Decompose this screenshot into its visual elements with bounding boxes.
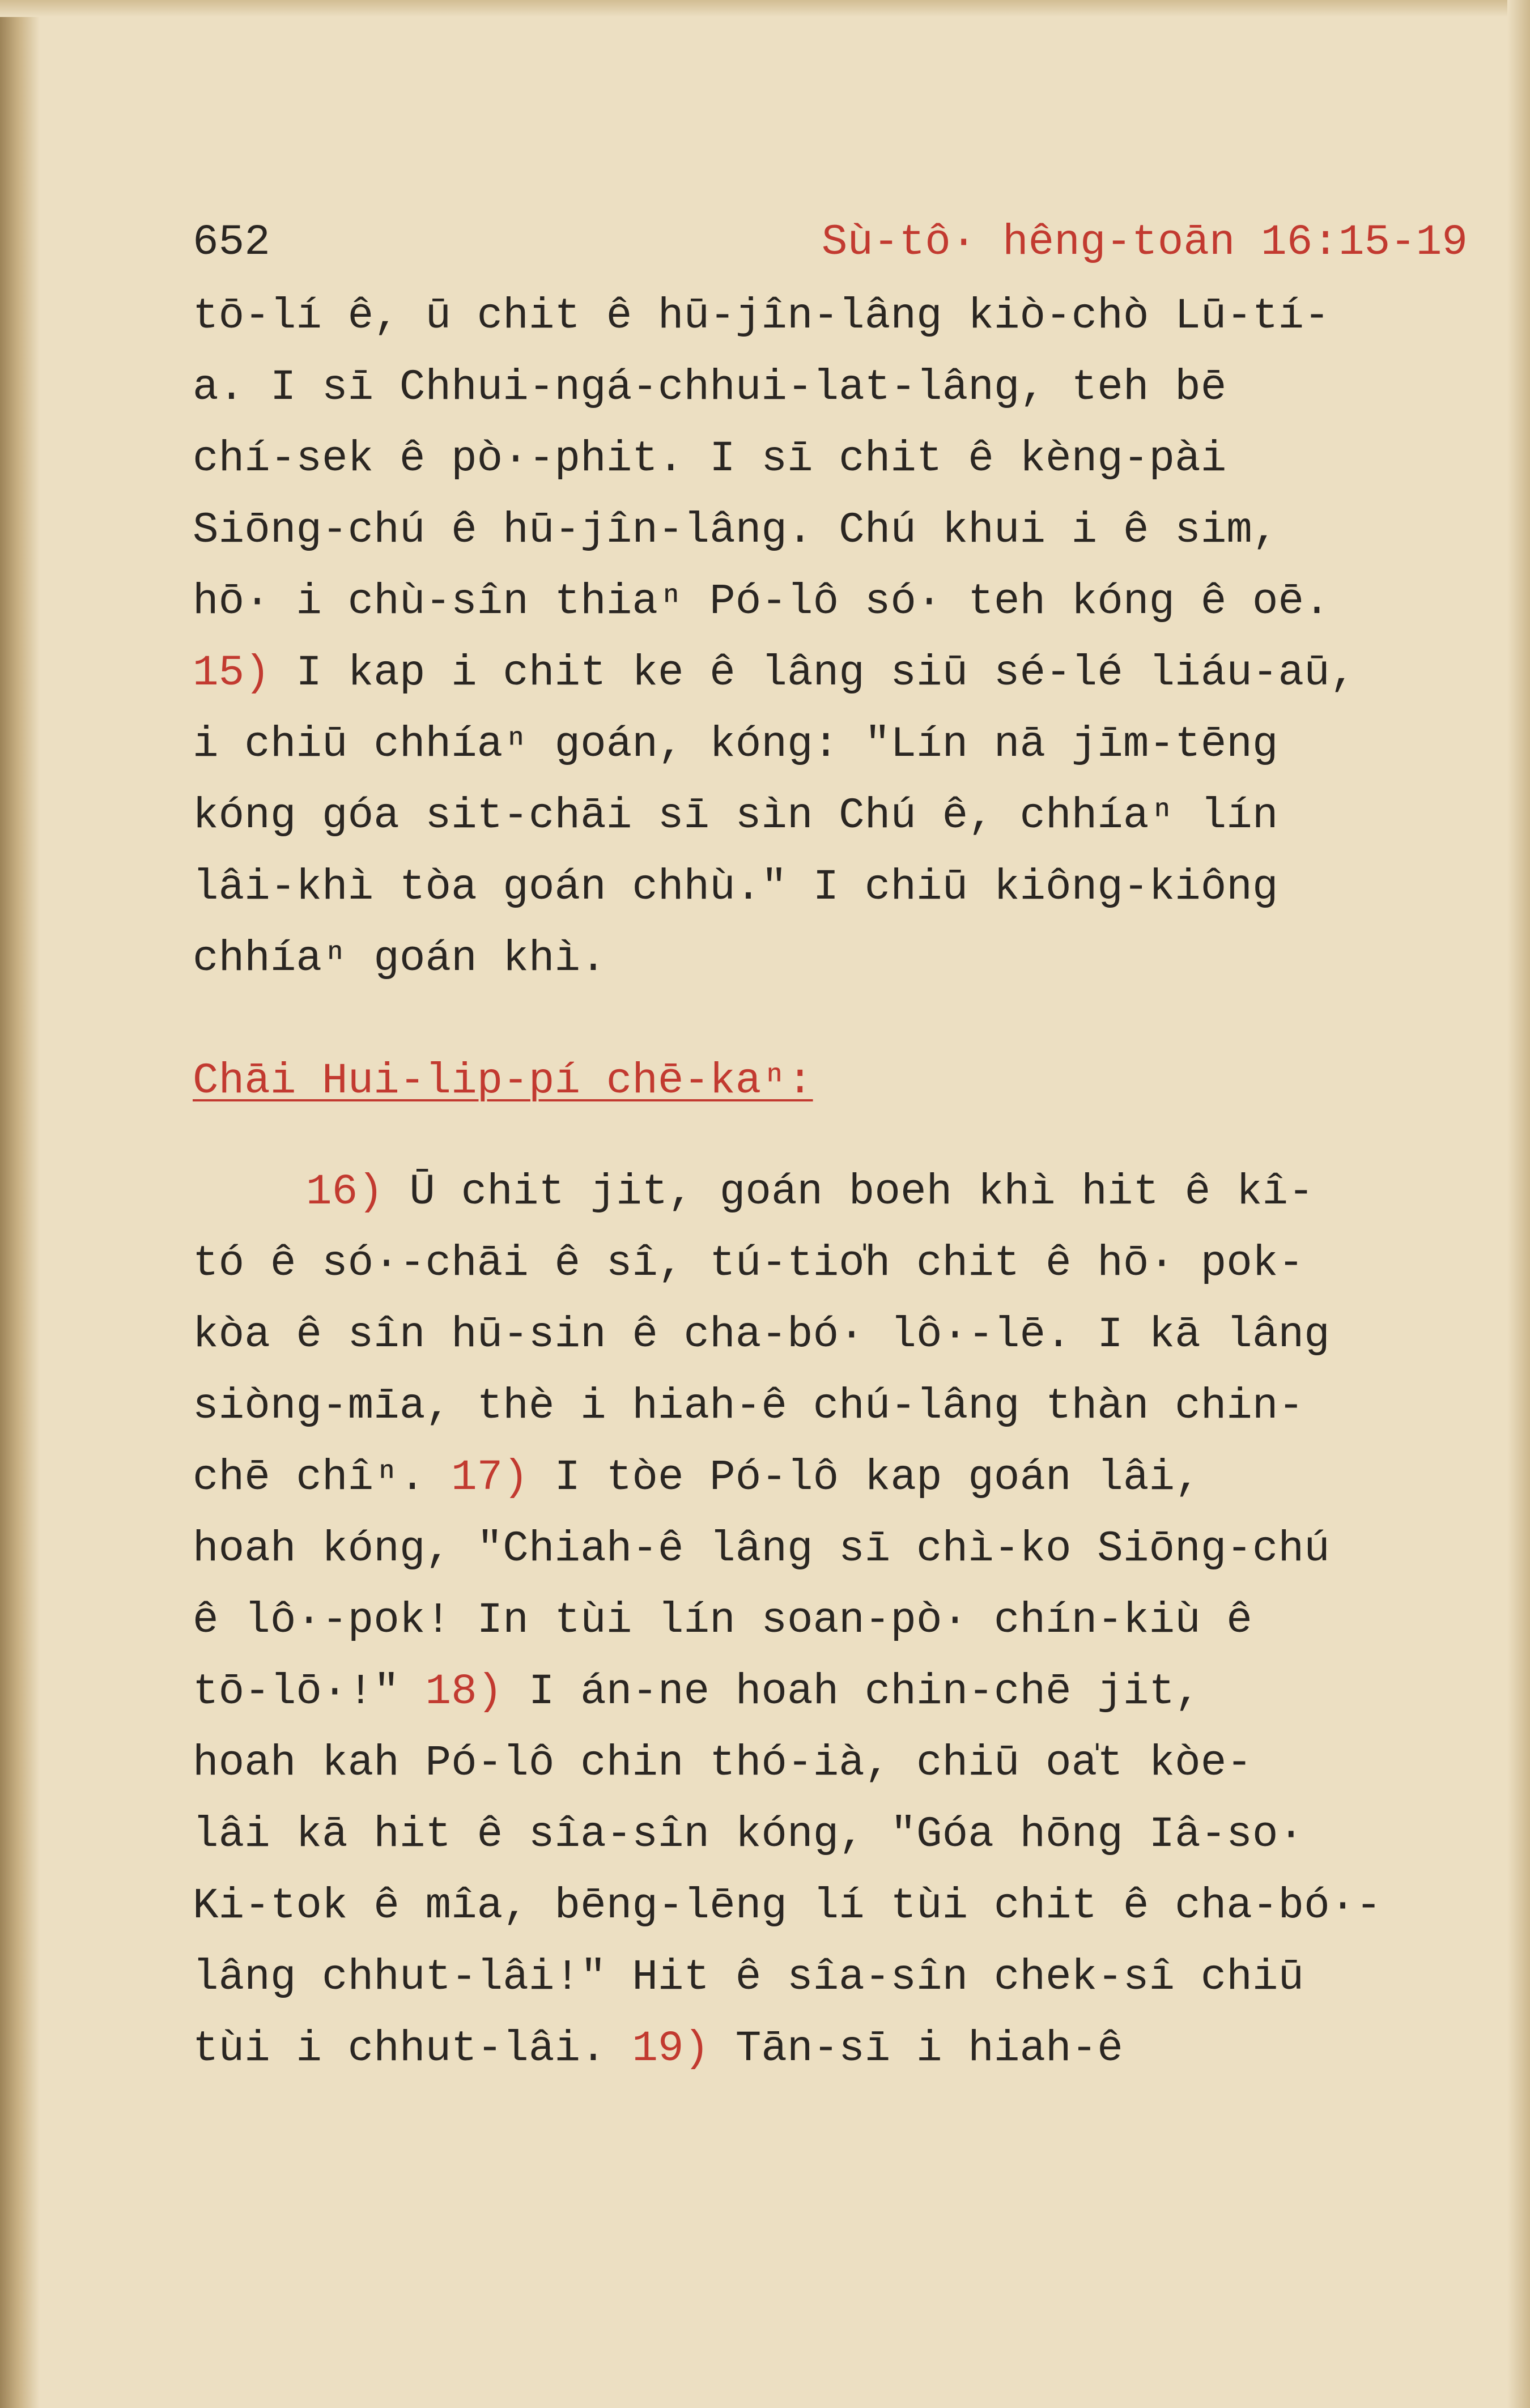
text-line: hoah kah Pó-lô chin thó-ià, chiū oa̍t kòe- xyxy=(193,1739,1252,1788)
text-line: hoah kóng, "Chiah-ê lâng sī chì-ko Siōng-chú xyxy=(193,1525,1330,1573)
text-line: lâi-khì tòa goán chhù." I chiū kiông-kiông xyxy=(193,863,1278,912)
text-line: a. I sī Chhui-ngá-chhui-lat-lâng, teh bē xyxy=(193,363,1227,412)
text-line: chí-sek ê pò·-phit. I sī chit ê kèng-pài xyxy=(193,435,1227,483)
verse-text: I án-ne hoah chin-chē jit, xyxy=(503,1667,1201,1716)
section-gap xyxy=(193,1117,1468,1156)
verse-number: 15) xyxy=(193,649,270,697)
text-line: siòng-mīa, thè i hiah-ê chú-lâng thàn chin- xyxy=(193,1382,1304,1431)
verse-text: Tān-sī i hiah-ê xyxy=(709,2024,1123,2073)
text-line xyxy=(193,2013,1468,2084)
text-line xyxy=(193,637,1468,709)
text-line: Ki-tok ê mîa, bēng-lēng lí tùi chit ê cha-bó·- xyxy=(193,1882,1382,1930)
text-line: Siōng-chú ê hū-jîn-lâng. Chú khui i ê sim, xyxy=(193,506,1278,555)
running-head: Sù-tô· hêng-toān 16:15-19 xyxy=(821,218,1468,267)
text-line: lâng chhut-lâi!" Hit ê sîa-sîn chek-sî chiū xyxy=(193,1953,1304,2002)
page-edge-shadow xyxy=(1507,0,1530,2408)
page-number: 652 xyxy=(193,218,270,267)
page-top-shadow xyxy=(0,0,1530,17)
text-line: hō· i chù-sîn thiaⁿ Pó-lô só· teh kóng ê oē. xyxy=(193,577,1330,626)
verse-number: 19) xyxy=(632,2024,710,2073)
verse-text: Ū chit jit, goán boeh khì hit ê kî- xyxy=(383,1168,1314,1216)
verse-text: chē chîⁿ. xyxy=(193,1453,452,1502)
section-gap xyxy=(193,994,1468,1045)
paragraph-continuation xyxy=(193,280,1468,994)
text-line: chhíaⁿ goán khì. xyxy=(193,934,606,983)
verse-text: I tòe Pó-lô kap goán lâi, xyxy=(528,1453,1201,1502)
verse-text: I kap i chit ke ê lâng siū sé-lé liáu-aū, xyxy=(270,649,1356,697)
text-line: tó ê só·-chāi ê sî, tú-tio̍h chit ê hō· pok- xyxy=(193,1239,1304,1288)
page-content xyxy=(193,218,1468,2084)
text-line xyxy=(193,1656,1468,1728)
verse-number: 18) xyxy=(425,1667,503,1716)
section-heading: Chāi Hui-lip-pí chē-kaⁿ: xyxy=(193,1057,813,1105)
text-line: ê lô·-pok! In tùi lín soan-pò· chín-kiù ê xyxy=(193,1596,1252,1645)
text-line: i chiū chhíaⁿ goán, kóng: "Lín nā jīm-tēng xyxy=(193,720,1278,769)
text-line: kóng góa sit-chāi sī sìn Chú ê, chhíaⁿ lín xyxy=(193,792,1278,840)
text-line xyxy=(193,1156,1468,1228)
text-line: lâi kā hit ê sîa-sîn kóng, "Góa hōng Iâ-so· xyxy=(193,1810,1304,1859)
text-line: tō-lí ê, ū chit ê hū-jîn-lâng kiò-chò Lū-tí- xyxy=(193,292,1330,341)
text-line: kòa ê sîn hū-sin ê cha-bó· lô·-lē. I kā lâng xyxy=(193,1311,1330,1359)
text-line xyxy=(193,1442,1468,1513)
paragraph-verse-16 xyxy=(193,1156,1468,2084)
verse-number: 16) xyxy=(306,1168,384,1216)
verse-text: tō-lō·!" xyxy=(193,1667,426,1716)
verse-number: 17) xyxy=(451,1453,529,1502)
page-header xyxy=(193,218,1468,280)
verse-text: tùi i chhut-lâi. xyxy=(193,2024,632,2073)
page-spine-shadow xyxy=(0,0,40,2408)
section-heading-line xyxy=(193,1045,1468,1117)
